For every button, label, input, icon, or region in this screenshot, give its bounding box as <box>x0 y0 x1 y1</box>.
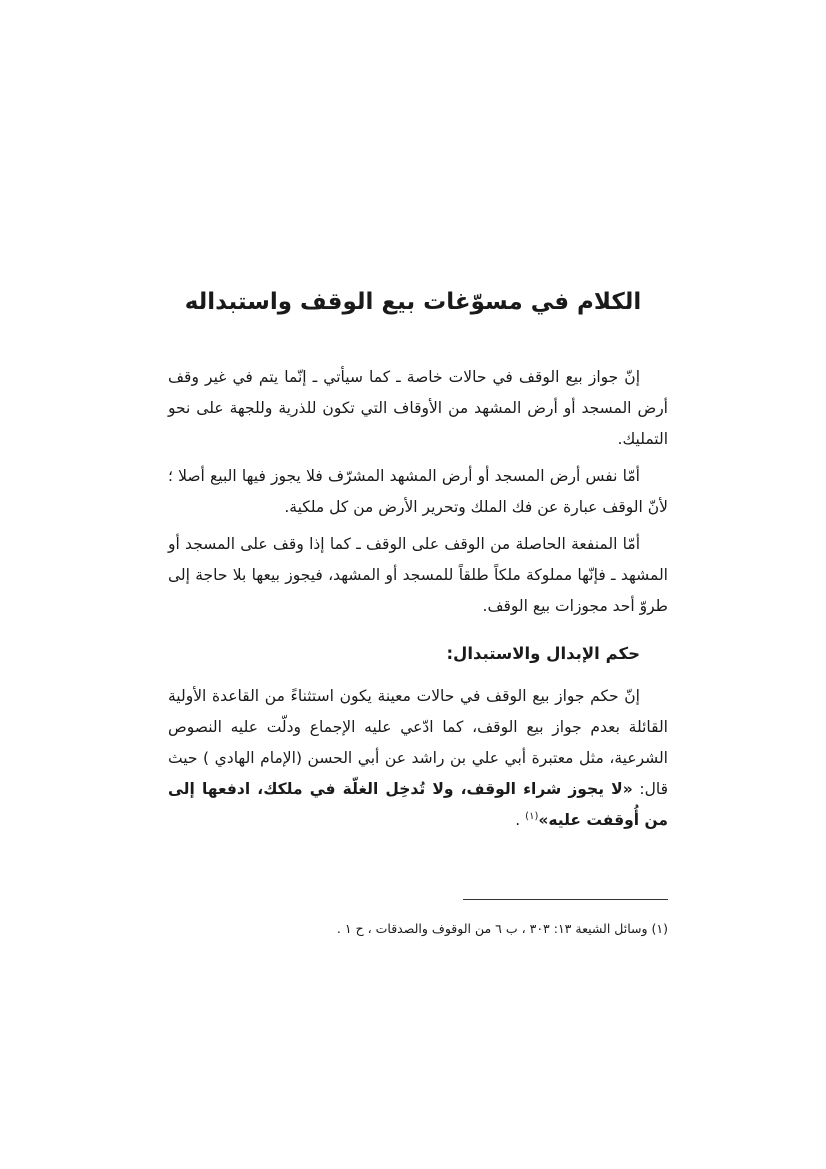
paragraph-3: أمّا المنفعة الحاصلة من الوقف على الوقف ـ كما إذا وقف على المسجد أو المشهد ـ فإنّها مملوكة ملكاً طلقاً للمسجد أو المشهد، فيجوز بيعها بلا حاجة إلى طروّ أحد مجوزات بيع الوقف. <box>168 535 668 615</box>
paragraph-4-ending: . <box>515 811 526 829</box>
paragraph-4-text: إنّ حكم جواز بيع الوقف في حالات معينة يكون استثناءً من القاعدة الأولية القائلة بعدم جواز بيع الوقف، كما ادّعي عليه الإجماع ودلّت عليه النصوص الشرعية، مثل معتبرة أبي علي بن راشد عن أبي الحسن (الإمام الهادي ) حيث قال: <box>168 687 669 798</box>
section-heading: حكم الإبدال والاستبدال: <box>446 644 640 663</box>
paragraph-2: أمّا نفس أرض المسجد أو أرض المشهد المشرّف فلا يجوز فيها البيع أصلا ؛ لأنّ الوقف عبارة عن فك الملك وتحرير الأرض من كل ملكية. <box>168 467 668 516</box>
paragraph-4 <box>168 681 668 836</box>
paragraph-1: إنّ جواز بيع الوقف في حالات خاصة ـ كما سيأتي ـ إنّما يتم في غير وقف أرض المسجد أو أرض المشهد من الأوقاف التي تكون للذرية وللجهة على نحو التمليك. <box>168 368 668 448</box>
footnote-marker[interactable]: (١) <box>525 810 539 822</box>
footnote-divider <box>463 899 668 900</box>
main-text <box>168 362 668 842</box>
hadith-quote: «لا يجوز شراء الوقف، ولا تُدخِل الغلّة في ملكك، ادفعها إلى من أُوقفت عليه» <box>168 780 668 829</box>
footnote-text: (١) وسائل الشيعة ١٣: ٣٠٣ ، ب ٦ من الوقوف والصدقات ، ح ١ . <box>336 921 668 936</box>
page-title: الكلام في مسوّغات بيع الوقف واستبداله <box>184 289 642 315</box>
